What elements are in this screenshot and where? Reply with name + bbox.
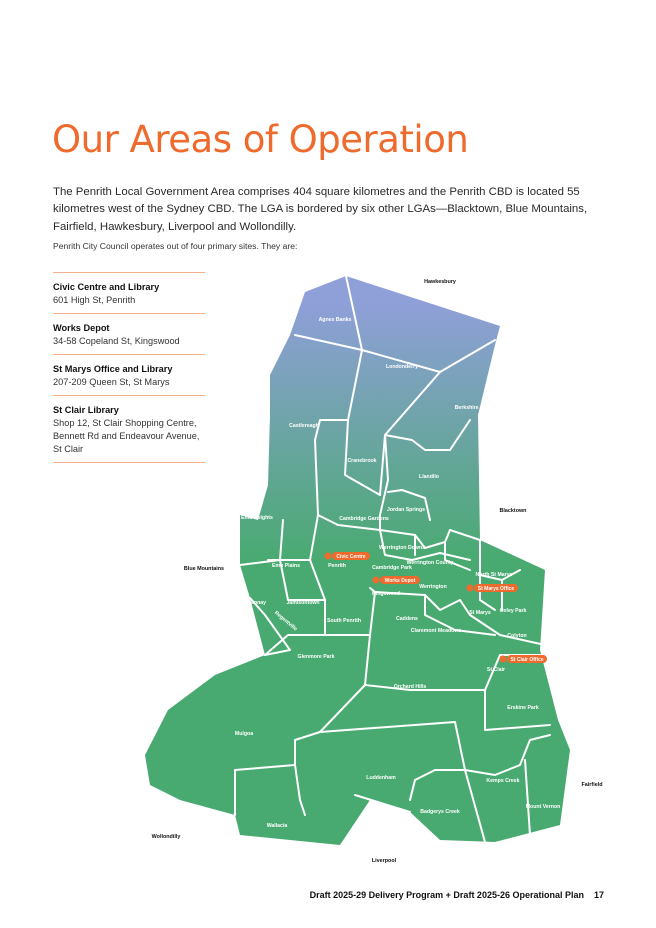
- pin-icon: [467, 585, 474, 592]
- suburb-label: South Penrith: [326, 618, 362, 624]
- suburb-label: Mulgoa: [234, 731, 254, 737]
- suburb-label: Agnes Banks: [318, 317, 352, 323]
- site-address: 34-58 Copeland St, Kingswood: [53, 336, 180, 346]
- suburb-label: Emu Heights: [241, 515, 273, 521]
- suburb-label: Leonay: [247, 600, 267, 606]
- lga-map: [140, 270, 620, 870]
- neighbour-label-blacktown: Blacktown: [499, 508, 527, 514]
- suburb-label: St Marys: [469, 610, 491, 616]
- lga-boundary: [145, 276, 570, 845]
- site-address: 207-209 Queen St, St Marys: [53, 377, 170, 387]
- suburb-label: Claremont Meadows: [410, 628, 462, 634]
- page-footer: [310, 890, 604, 900]
- site-address: Shop 12, St Clair Shopping Centre, Bennett Rd and Endeavour Avenue, St Clair: [53, 418, 200, 454]
- intro-paragraph: The Penrith Local Government Area comprises 404 square kilometres and the Penrith CBD is located 55 kilometres west of the Sydney CBD. The LGA is bordered by six other LGAs—Blacktown, Blue Mountains, Fairfield, Hawkesbury, Liverpool and Wollondilly.: [53, 186, 588, 233]
- site-name: Works Depot: [53, 323, 110, 333]
- suburb-label: Werrington Downs: [378, 545, 426, 551]
- neighbour-label-wollondilly: Wollondilly: [151, 834, 181, 840]
- footer-text: Draft 2025-29 Delivery Program + Draft 2025-26 Operational Plan: [309, 890, 584, 900]
- site-name: St Clair Library: [53, 405, 119, 415]
- suburb-label: Werrington: [419, 584, 447, 590]
- suburb-label: Penrith: [328, 563, 346, 569]
- suburb-label: Erskine Park: [507, 705, 539, 711]
- suburb-label: North St Marys: [475, 572, 513, 578]
- pin-label: St Clair Office: [510, 657, 544, 663]
- suburb-label: Llandilo: [419, 474, 439, 480]
- suburb-label: Mount Vernon: [525, 804, 561, 810]
- suburb-label: Regentville: [273, 610, 299, 633]
- suburb-label: Colyton: [507, 633, 527, 639]
- pin-label: Works Depot: [384, 578, 416, 584]
- suburb-label: Caddens: [396, 616, 418, 622]
- suburb-label: Londonderry: [386, 364, 418, 370]
- suburb-label: Kemps Creek: [486, 778, 520, 784]
- suburb-label: Kingswood: [372, 591, 400, 597]
- suburb-label: Jamisontown: [286, 600, 320, 606]
- pin-icon: [325, 553, 332, 560]
- neighbour-label-blue-mountains: Blue Mountains: [183, 566, 225, 572]
- suburb-label: Glenmore Park: [297, 654, 335, 660]
- suburb-label: St Clair: [486, 667, 506, 673]
- suburb-label: Oxley Park: [499, 608, 527, 614]
- site-name: St Marys Office and Library: [53, 364, 173, 374]
- neighbour-label-liverpool: Liverpool: [371, 858, 397, 864]
- sites-intro: Penrith City Council operates out of four primary sites. They are:: [53, 241, 298, 251]
- neighbour-label-hawkesbury: Hawkesbury: [424, 279, 456, 285]
- neighbour-label-fairfield: Fairfield: [581, 782, 603, 788]
- page-title: Our Areas of Operation: [52, 118, 469, 161]
- suburb-label: Werrington County: [406, 560, 454, 566]
- suburb-label: Cranebrook: [347, 458, 377, 464]
- pin-label: Civic Centre: [336, 554, 366, 560]
- pin-label: St Marys Office: [477, 586, 515, 592]
- suburb-label: Badgerys Creek: [420, 809, 460, 815]
- suburb-label: Castlereagh: [289, 423, 319, 429]
- suburb-label: Cambridge Gardens: [339, 516, 389, 522]
- suburb-label: Luddenham: [366, 775, 396, 781]
- suburb-label: Wallacia: [266, 823, 288, 829]
- suburb-label: Orchard Hills: [393, 684, 427, 690]
- suburb-label: Cambridge Park: [372, 565, 412, 571]
- site-address: 601 High St, Penrith: [53, 295, 136, 305]
- suburb-label: Emu Plains: [272, 563, 300, 569]
- suburb-label: Jordan Springs: [386, 507, 426, 513]
- site-name: Civic Centre and Library: [53, 282, 160, 292]
- pin-icon: [373, 577, 380, 584]
- pin-icon: [500, 656, 507, 663]
- page-number: 17: [593, 890, 604, 900]
- suburb-label: Berkshire Park: [454, 405, 492, 411]
